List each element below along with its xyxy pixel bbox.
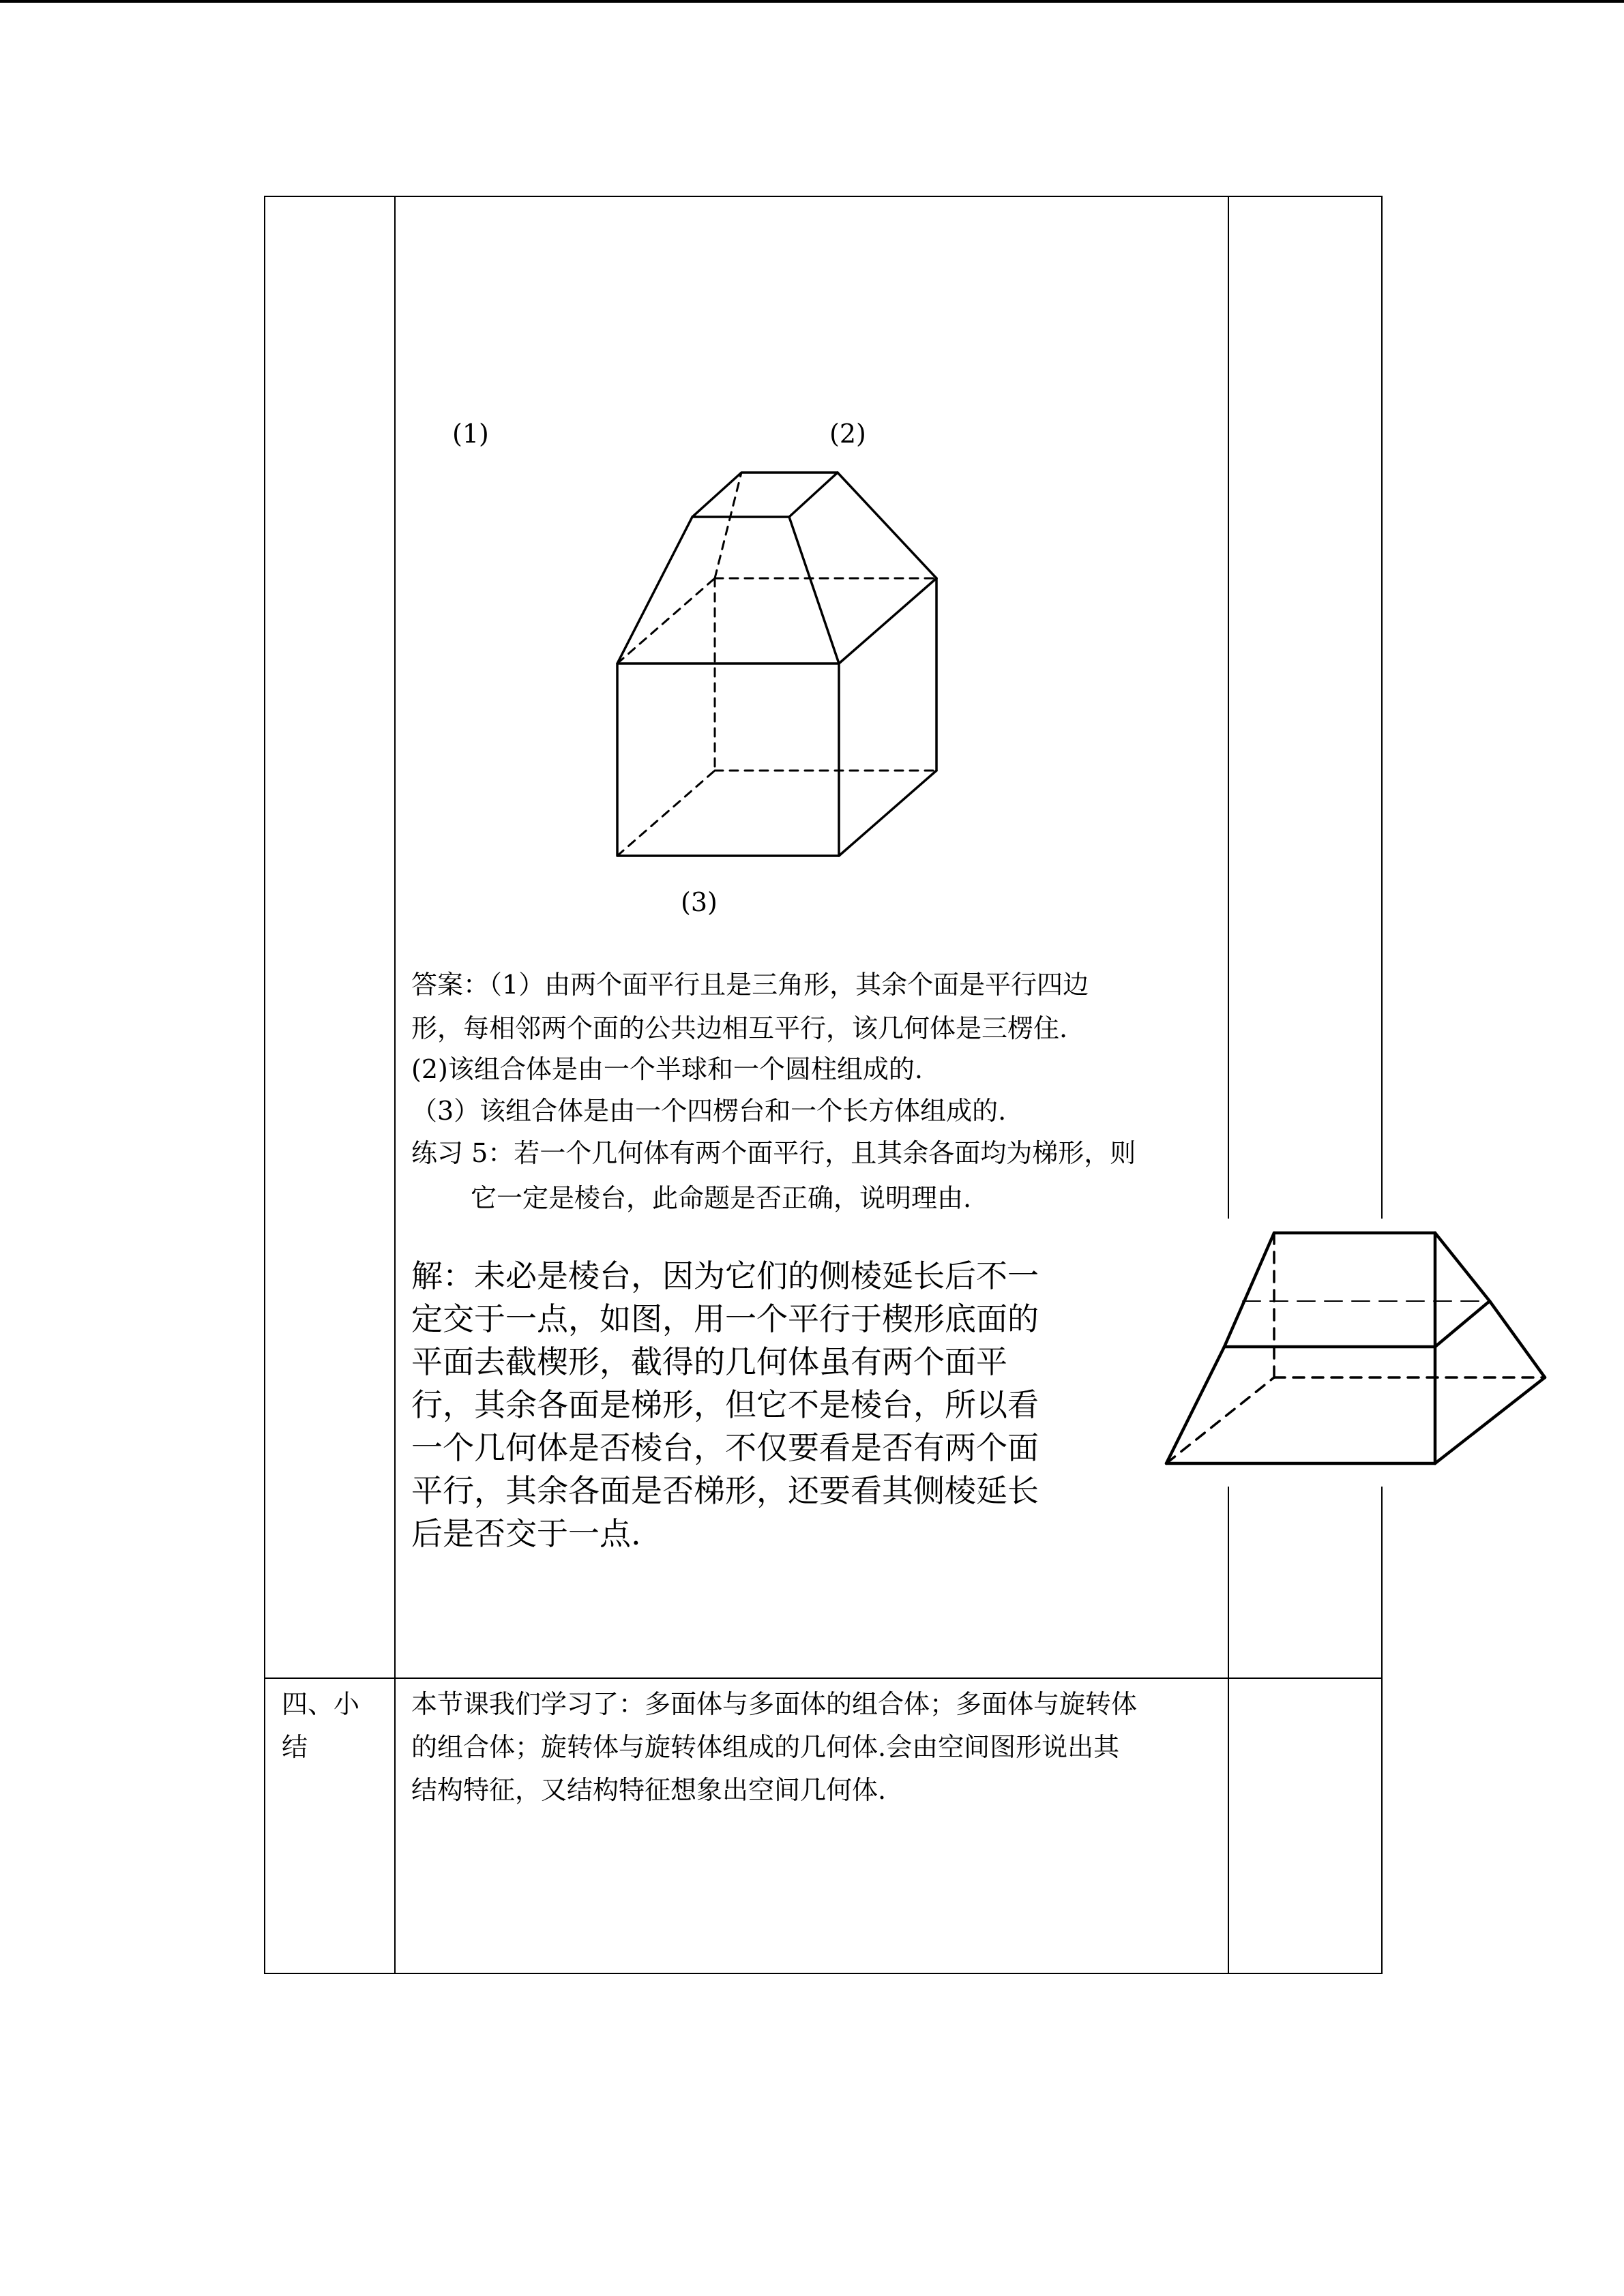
answer-line-3: (2)该组合体是由一个半球和一个圆柱组成的. (411, 1054, 923, 1084)
exercise5-line-1: 练习 5：若一个几何体有两个面平行，且其余各面均为梯形，则 (411, 1138, 1136, 1168)
summary-heading-line-2: 结 (282, 1732, 308, 1762)
solution-line-2: 定交于一点，如图，用一个平行于楔形底面的 (411, 1300, 1039, 1337)
solution-line-1: 解：未必是棱台，因为它们的侧棱延长后不一 (411, 1257, 1039, 1294)
answer-line-1: 答案：（1）由两个面平行且是三角形，其余个面是平行四边 (411, 970, 1089, 1000)
summary-line-3: 结构特征，又结构特征想象出空间几何体. (411, 1775, 887, 1805)
summary-line-1: 本节课我们学习了：多面体与多面体的组合体；多面体与旋转体 (411, 1689, 1138, 1719)
figure-label-2: (2) (829, 419, 866, 449)
summary-line-2: 的组合体；旋转体与旋转体组成的几何体.会由空间图形说出其 (411, 1732, 1120, 1762)
answer-line-2: 形，每相邻两个面的公共边相互平行，该几何体是三楞住. (411, 1013, 1068, 1043)
answer-line-4: （3）该组合体是由一个四楞台和一个长方体组成的. (411, 1096, 1007, 1126)
solution-line-6: 平行，其余各面是否梯形，还要看其侧棱延长 (411, 1472, 1039, 1509)
solution-line-7: 后是否交于一点. (411, 1515, 641, 1552)
solution-line-3: 平面去截楔形，截得的几何体虽有两个面平 (411, 1343, 1007, 1380)
exercise5-line-2: 它一定是棱台，此命题是否正确，说明理由. (471, 1183, 972, 1213)
solution-line-5: 一个几何体是否棱台，不仅要看是否有两个面 (411, 1429, 1039, 1466)
figure-label-1: (1) (452, 419, 489, 449)
figure-label-3: (3) (681, 887, 718, 917)
summary-heading-line-1: 四、小 (282, 1689, 360, 1719)
solution-line-4: 行，其余各面是梯形，但它不是棱台，所以看 (411, 1386, 1039, 1423)
